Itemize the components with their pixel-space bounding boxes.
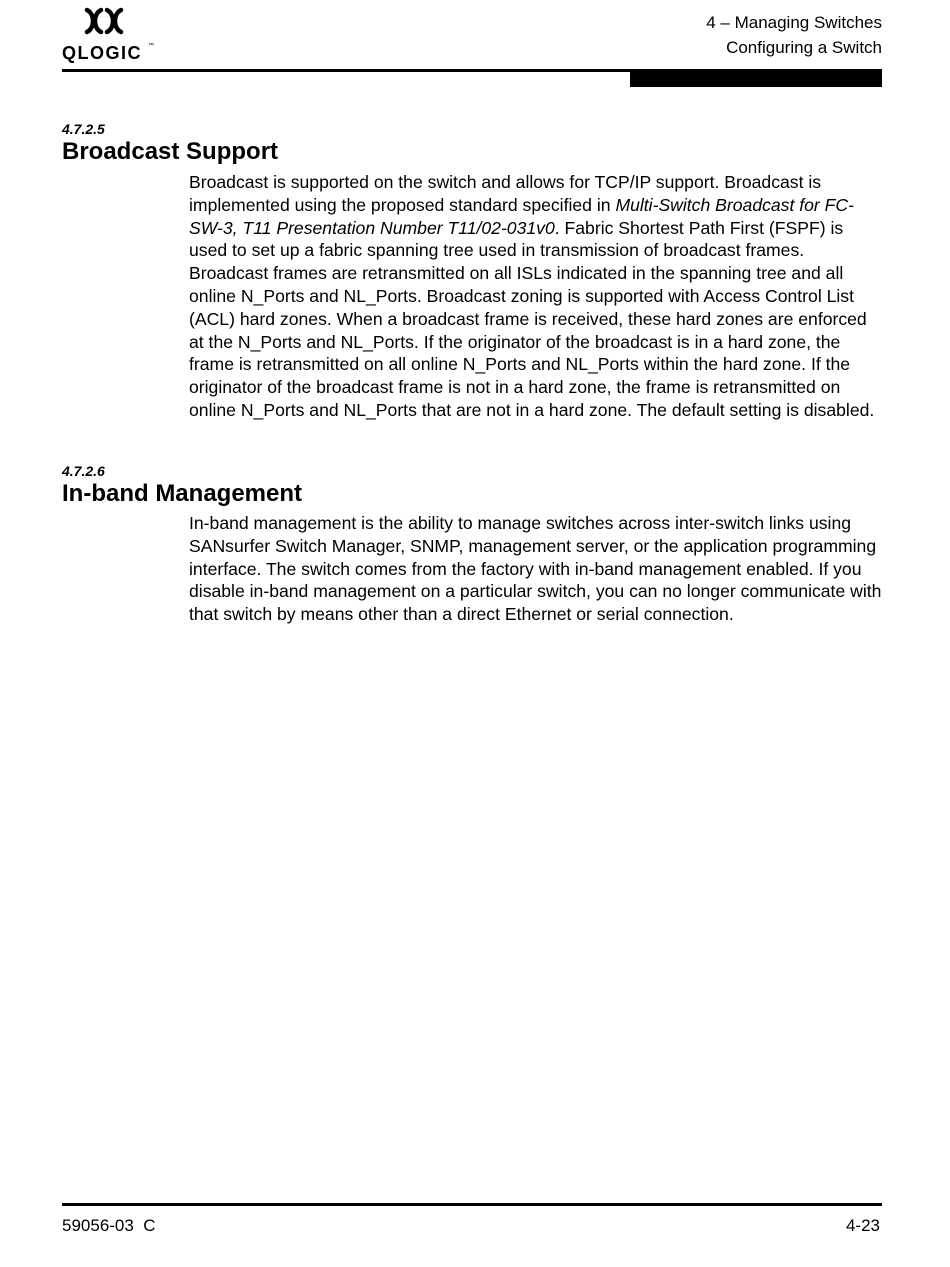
header-rule-block xyxy=(630,71,882,87)
section-body: In-band management is the ability to manage switches across inter-switch links using SANsurfer Switch Manager, SNMP, management server, or the application programming interface. The switch comes from the factory with in-band management enabled. If you disable in-band management on a particular switch, you can no longer communicate with that switch by means other than a direct Ethernet or serial connection. xyxy=(189,513,882,625)
document-number: 59056-03 C xyxy=(62,1216,156,1235)
section-heading: Broadcast Support xyxy=(62,138,279,165)
logo-wordmark: QLOGIC xyxy=(62,43,142,63)
body-text-part: Broadcast is supported on the switch and allows for TCP/IP support. Broadcast is implemented using the proposed standard specified in xyxy=(189,172,822,215)
qlogic-logo-icon xyxy=(82,6,126,36)
section-body xyxy=(189,171,883,422)
section-number: 4.7.2.5 xyxy=(62,121,105,137)
qlogic-logo xyxy=(62,6,154,63)
body-text-part: . Fabric Shortest Path First (FSPF) is used to set up a fabric spanning tree used in transmission of broadcast frames. Broadcast frames are retransmitted on all ISLs indicated in the spanning tree and all online N_Ports and NL_Ports. Broadcast zoning is supported with Access Control List (ACL) hard zones. When a broadcast frame is received, these hard zones are enforced at the N_Ports and NL_Ports. If the originator of the broadcast is in a hard zone, the frame is retransmitted on all online N_Ports and NL_Ports within the hard zone. If the originator of the broadcast frame is not in a hard zone, the frame is retransmitted on online N_Ports and NL_Ports that are not in a hard zone. The default setting is disabled. xyxy=(189,217,875,420)
logo-trademark: ™ xyxy=(148,43,154,49)
chapter-title: 4 – Managing Switches xyxy=(706,13,882,32)
section-title: Configuring a Switch xyxy=(726,38,882,57)
section-heading: In-band Management xyxy=(62,480,303,507)
footer-rule xyxy=(62,1203,882,1206)
page-number: 4-23 xyxy=(845,1216,880,1235)
section-number: 4.7.2.6 xyxy=(62,463,105,479)
running-header xyxy=(706,10,882,60)
standard-reference: Multi-Switch Broadcast for FC-SW-3, T11 Presentation Number T11/02-031v0 xyxy=(189,194,854,238)
